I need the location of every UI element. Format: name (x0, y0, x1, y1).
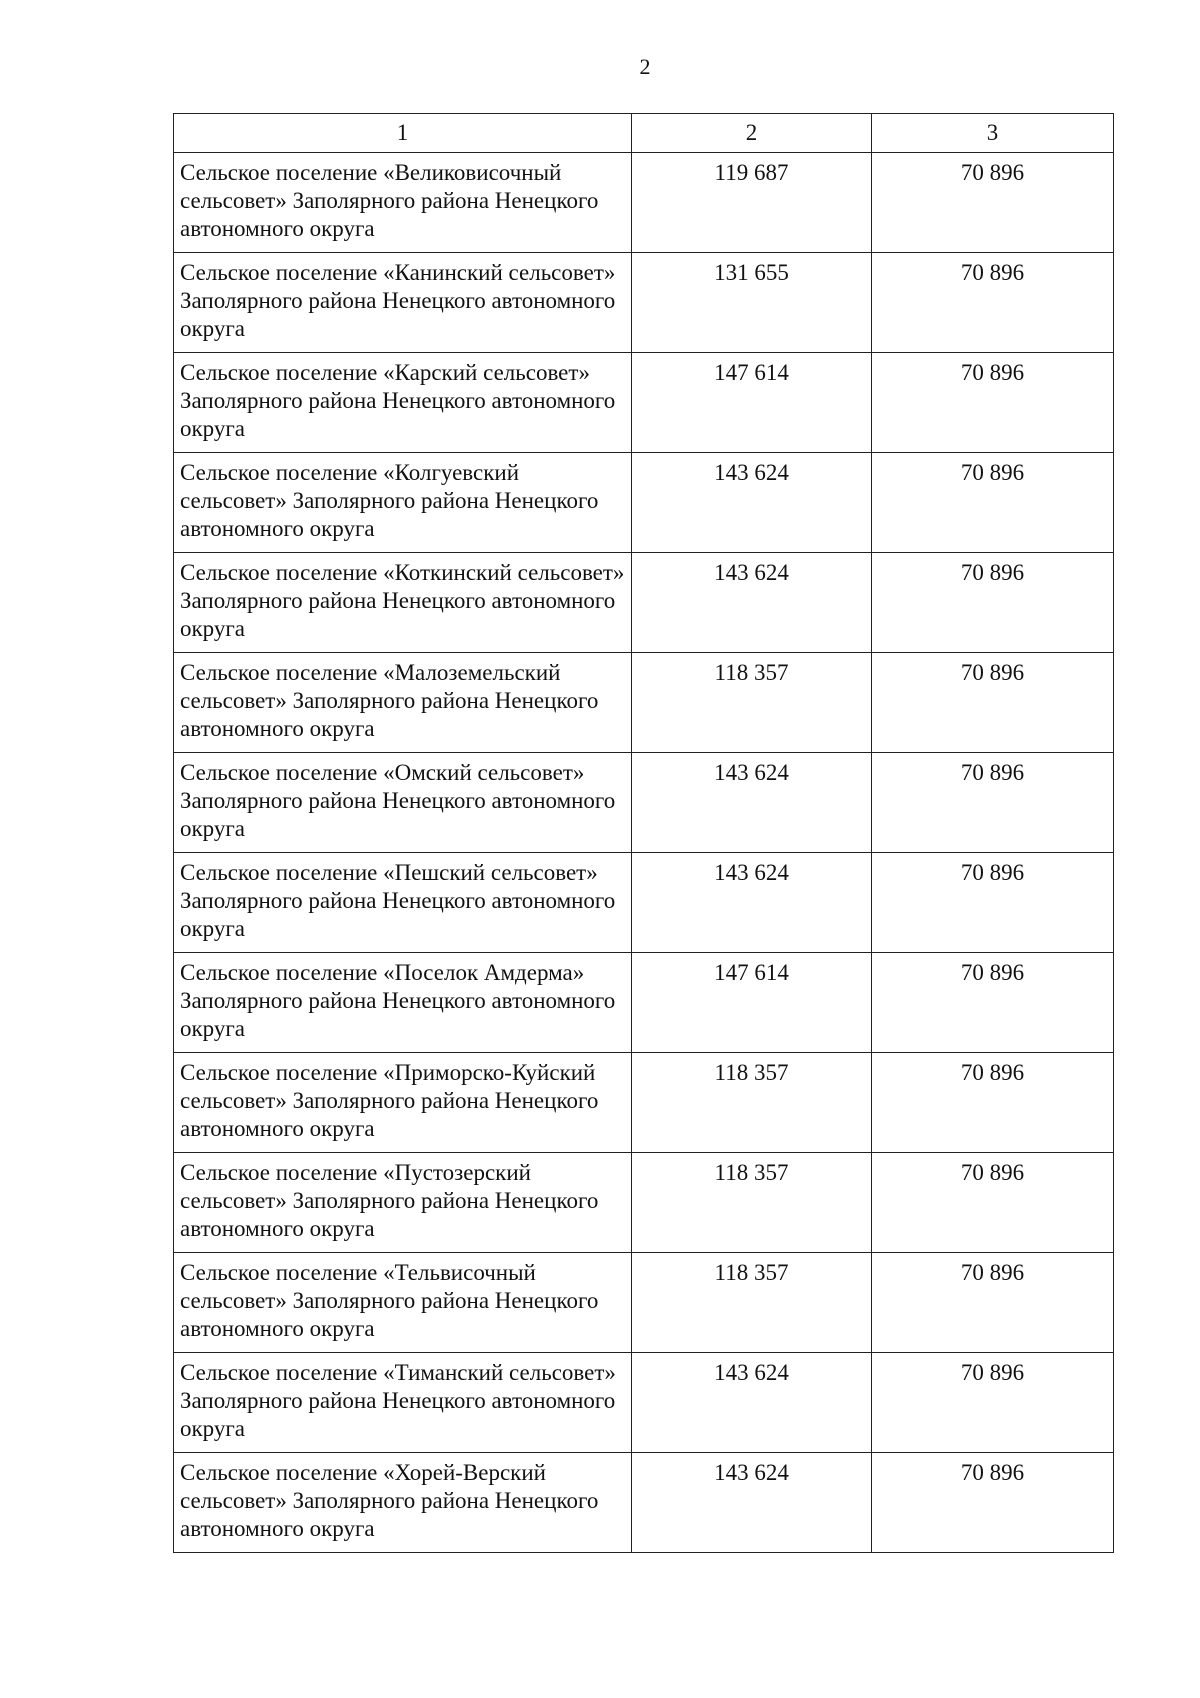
page-number: 2 (639, 54, 651, 79)
table-row (174, 153, 1114, 253)
settlement-name: Сельское поселение «Малоземельский сельсовет» Заполярного района Ненецкого автономного округа (174, 653, 632, 753)
column-2-value: 143 624 (632, 853, 872, 953)
column-number-1: 1 (174, 114, 632, 153)
column-2-value: 118 357 (632, 1253, 872, 1353)
column-2-value: 118 357 (632, 1153, 872, 1253)
settlement-name: Сельское поселение «Пустозерский сельсовет» Заполярного района Ненецкого автономного округа (174, 1153, 632, 1253)
column-3-value: 70 896 (872, 753, 1114, 853)
settlement-name: Сельское поселение «Колгуевский сельсовет» Заполярного района Ненецкого автономного округа (174, 453, 632, 553)
column-2-value: 143 624 (632, 1353, 872, 1453)
settlement-name: Сельское поселение «Пешский сельсовет» Заполярного района Ненецкого автономного округа (174, 853, 632, 953)
column-2-value: 118 357 (632, 1053, 872, 1153)
table-row (174, 253, 1114, 353)
column-2-value: 119 687 (632, 153, 872, 253)
table-row (174, 453, 1114, 553)
column-2-value: 143 624 (632, 753, 872, 853)
settlement-name: Сельское поселение «Тиманский сельсовет» Заполярного района Ненецкого автономного округа (174, 1353, 632, 1453)
column-3-value: 70 896 (872, 1053, 1114, 1153)
allocation-table (173, 113, 1114, 1553)
settlement-name: Сельское поселение «Хорей-Верский сельсовет» Заполярного района Ненецкого автономного округа (174, 1453, 632, 1553)
column-3-value: 70 896 (872, 553, 1114, 653)
settlement-name: Сельское поселение «Тельвисочный сельсовет» Заполярного района Ненецкого автономного округа (174, 1253, 632, 1353)
table-row (174, 1453, 1114, 1553)
column-3-value: 70 896 (872, 853, 1114, 953)
column-2-value: 147 614 (632, 953, 872, 1053)
settlement-name: Сельское поселение «Поселок Амдерма» Заполярного района Ненецкого автономного округа (174, 953, 632, 1053)
table-header-row (174, 114, 1114, 153)
table-row (174, 653, 1114, 753)
column-3-value: 70 896 (872, 653, 1114, 753)
column-3-value: 70 896 (872, 253, 1114, 353)
column-2-value: 131 655 (632, 253, 872, 353)
table-row (174, 953, 1114, 1053)
column-3-value: 70 896 (872, 353, 1114, 453)
table-row (174, 853, 1114, 953)
settlement-name: Сельское поселение «Коткинский сельсовет» Заполярного района Ненецкого автономного округа (174, 553, 632, 653)
column-3-value: 70 896 (872, 1453, 1114, 1553)
table-row (174, 1253, 1114, 1353)
column-3-value: 70 896 (872, 153, 1114, 253)
settlement-name: Сельское поселение «Карский сельсовет» Заполярного района Ненецкого автономного округа (174, 353, 632, 453)
column-3-value: 70 896 (872, 1353, 1114, 1453)
column-number-3: 3 (872, 114, 1114, 153)
column-2-value: 147 614 (632, 353, 872, 453)
settlement-name: Сельское поселение «Великовисочный сельсовет» Заполярного района Ненецкого автономного округа (174, 153, 632, 253)
column-3-value: 70 896 (872, 953, 1114, 1053)
column-2-value: 143 624 (632, 453, 872, 553)
column-number-2: 2 (632, 114, 872, 153)
column-3-value: 70 896 (872, 453, 1114, 553)
table-row (174, 1053, 1114, 1153)
settlement-name: Сельское поселение «Омский сельсовет» Заполярного района Ненецкого автономного округа (174, 753, 632, 853)
table-row (174, 1153, 1114, 1253)
column-3-value: 70 896 (872, 1153, 1114, 1253)
column-2-value: 143 624 (632, 1453, 872, 1553)
table-row (174, 1353, 1114, 1453)
table-row (174, 753, 1114, 853)
table-row (174, 353, 1114, 453)
settlement-name: Сельское поселение «Канинский сельсовет» Заполярного района Ненецкого автономного округа (174, 253, 632, 353)
column-3-value: 70 896 (872, 1253, 1114, 1353)
settlement-name: Сельское поселение «Приморско-Куйский сельсовет» Заполярного района Ненецкого автономного округа (174, 1053, 632, 1153)
column-2-value: 143 624 (632, 553, 872, 653)
table-row (174, 553, 1114, 653)
column-2-value: 118 357 (632, 653, 872, 753)
